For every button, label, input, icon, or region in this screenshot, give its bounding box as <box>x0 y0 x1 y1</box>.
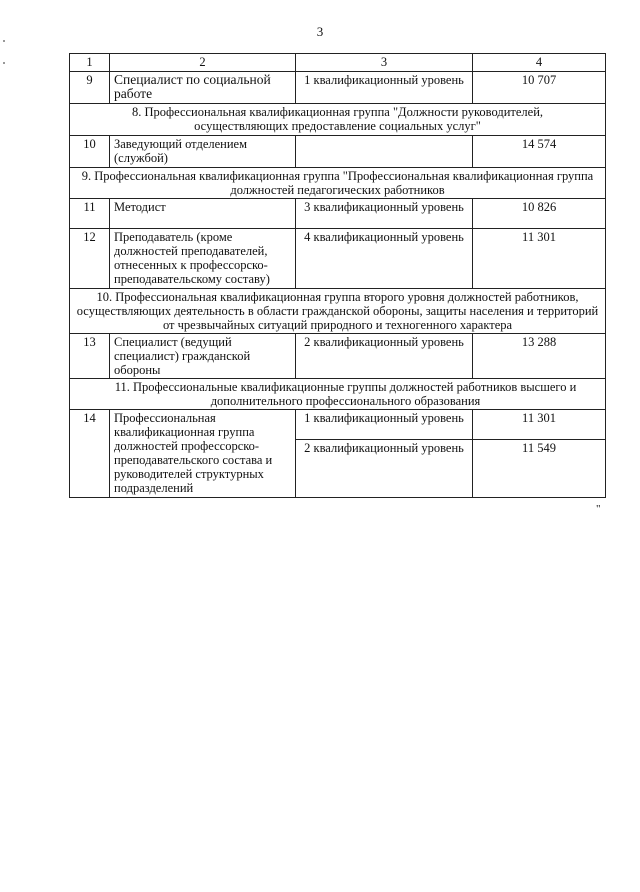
scan-mark <box>3 40 5 42</box>
table-header-row <box>70 54 606 72</box>
salary-value: 11 549 <box>473 440 606 498</box>
qualification-level: 1 квалификационный уровень <box>296 72 473 104</box>
salary-value: 10 707 <box>473 72 606 104</box>
group-heading: 11. Профессиональные квалификационные группы должностей работников высшего и дополнительного профессионального образования <box>70 379 606 410</box>
group-heading-row <box>70 104 606 136</box>
group-heading: 8. Профессиональная квалификационная группа "Должности руководителей, осуществляющих предоставление социальных услуг" <box>70 104 606 136</box>
scan-mark <box>3 62 5 64</box>
row-number: 14 <box>70 410 110 498</box>
position-name: Специалист (ведущий специалист) гражданской обороны <box>110 334 296 379</box>
position-name: Профессиональная квалификационная группа должностей профессорско-преподавательского состава и руководителей структурных подразделений <box>110 410 296 498</box>
table-row <box>70 410 606 440</box>
qualification-level: 2 квалификационный уровень <box>296 334 473 379</box>
qualification-level: 3 квалификационный уровень <box>296 199 473 229</box>
header-col-3: 3 <box>296 54 473 72</box>
group-heading-row <box>70 168 606 199</box>
group-heading: 9. Профессиональная квалификационная группа "Профессиональная квалификационная группа должностей педагогических работников <box>70 168 606 199</box>
row-number: 11 <box>70 199 110 229</box>
qualification-level <box>296 136 473 168</box>
position-name: Преподаватель (кроме должностей преподавателей, отнесенных к профессорско-преподавательскому составу) <box>110 229 296 289</box>
table-row <box>70 136 606 168</box>
table-row <box>70 334 606 379</box>
table-row <box>70 199 606 229</box>
salary-value: 11 301 <box>473 410 606 440</box>
position-name: Заведующий отделением (службой) <box>110 136 296 168</box>
qualification-level: 1 квалификационный уровень <box>296 410 473 440</box>
header-col-1: 1 <box>70 54 110 72</box>
closing-quote: " <box>596 503 601 515</box>
header-col-4: 4 <box>473 54 606 72</box>
position-name: Специалист по социальной работе <box>110 72 296 104</box>
salary-value: 11 301 <box>473 229 606 289</box>
header-col-2: 2 <box>110 54 296 72</box>
qualification-level: 4 квалификационный уровень <box>296 229 473 289</box>
group-heading-row <box>70 289 606 334</box>
position-name: Методист <box>110 199 296 229</box>
qualification-level: 2 квалификационный уровень <box>296 440 473 498</box>
row-number: 13 <box>70 334 110 379</box>
group-heading: 10. Профессиональная квалификационная группа второго уровня должностей работников, осуществляющих деятельность в области гражданской обороны, защиты населения и территорий от чрезвычайных ситуаций природного и техногенного характера <box>70 289 606 334</box>
salary-value: 13 288 <box>473 334 606 379</box>
salary-value: 14 574 <box>473 136 606 168</box>
table-row <box>70 229 606 289</box>
salary-value: 10 826 <box>473 199 606 229</box>
page-number: 3 <box>316 24 324 39</box>
row-number: 10 <box>70 136 110 168</box>
group-heading-row <box>70 379 606 410</box>
row-number: 12 <box>70 229 110 289</box>
table-row <box>70 72 606 104</box>
row-number: 9 <box>70 72 110 104</box>
salary-table <box>69 53 606 498</box>
